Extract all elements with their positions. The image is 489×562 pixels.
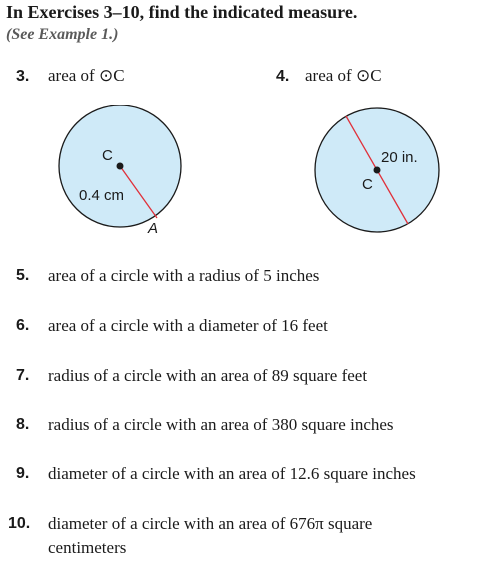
point-label-a: A xyxy=(148,220,159,237)
exercise-text: radius of a circle with an area of 89 square feet xyxy=(48,366,368,385)
exercise-text: diameter of a circle with an area of 12.6 square inches xyxy=(48,464,416,483)
radius-label: 0.4 cm xyxy=(79,187,125,204)
exercise-3-number: 3. xyxy=(16,68,30,85)
exercise-3-text: area of ⊙C xyxy=(48,66,125,85)
exercise-number: 6. xyxy=(16,317,30,334)
exercise-4-text: area of ⊙C xyxy=(305,66,382,85)
center-point-4 xyxy=(374,167,381,174)
circle-figure-4 xyxy=(310,105,450,240)
center-label-4: C xyxy=(362,176,373,193)
exercise-number: 9. xyxy=(16,465,30,482)
exercise-text: area of a circle with a diameter of 16 feet xyxy=(48,316,328,335)
exercise-number: 8. xyxy=(16,416,30,433)
example-reference: (See Example 1.) xyxy=(6,26,119,43)
center-point-3 xyxy=(117,163,124,170)
exercise-text: radius of a circle with an area of 380 square inches xyxy=(48,415,394,434)
exercise-text-continued: centimeters xyxy=(48,538,127,557)
center-label-3: C xyxy=(102,147,113,164)
circle-figure-3 xyxy=(50,105,200,240)
exercise-4-number: 4. xyxy=(276,68,290,85)
page-heading: In Exercises 3–10, find the indicated measure. xyxy=(6,2,358,22)
exercise-number: 5. xyxy=(16,267,30,284)
exercise-text: area of a circle with a radius of 5 inches xyxy=(48,266,320,285)
diameter-label: 20 in. xyxy=(381,149,418,166)
exercise-number: 10. xyxy=(8,515,31,532)
exercise-number: 7. xyxy=(16,367,30,384)
exercise-text: diameter of a circle with an area of 676π square xyxy=(48,514,373,533)
